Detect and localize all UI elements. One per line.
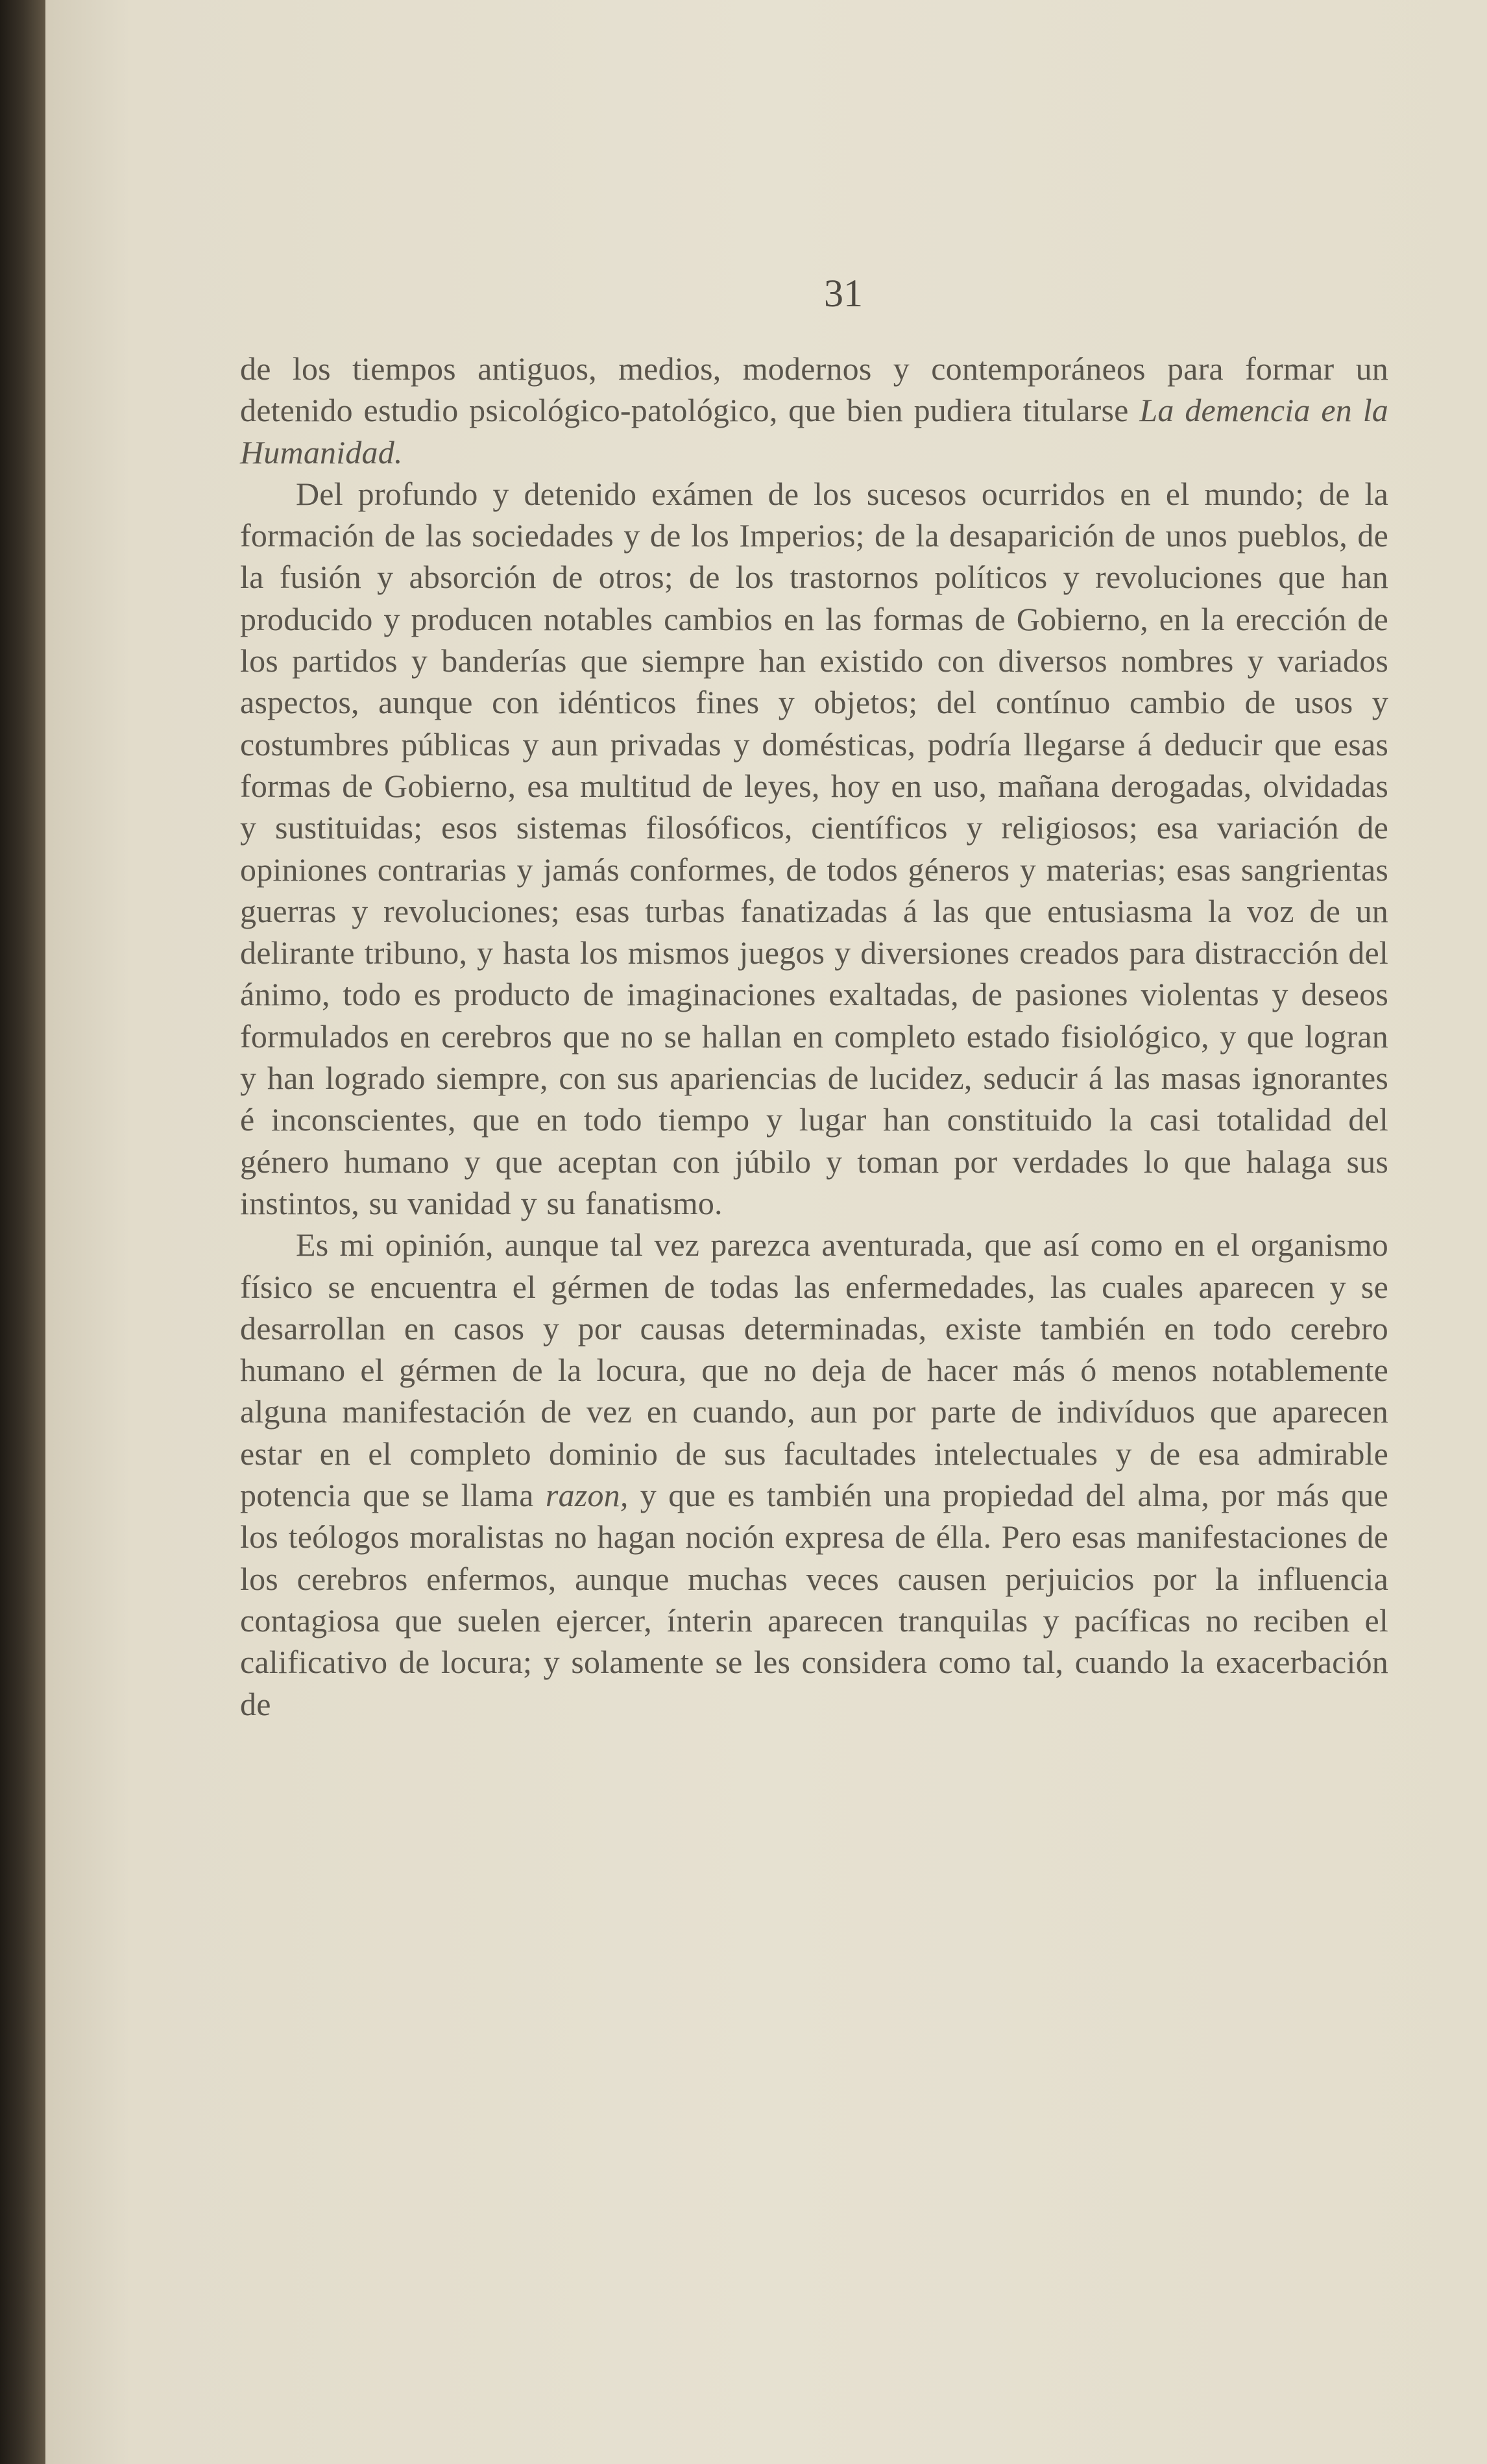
paragraph-3-italic-word: razon,	[545, 1477, 629, 1514]
body-text	[240, 348, 1388, 1725]
paragraph-1	[240, 348, 1388, 473]
book-binding-edge	[0, 0, 51, 2464]
book-page	[45, 0, 1487, 2464]
paragraph-3-text-end: y que es también una propiedad del alma, por más que los teólogos moralistas no hagan noción expresa de élla. Pero esas manifestaciones de los cerebros enfermos, aunque muchas veces causen perjuicios por la influencia contagiosa que suelen ejercer, ínterin aparecen tranquilas y pacíficas no reciben el calificativo de locura; y solamente se les considera como tal, cuando la exacerbación de	[240, 1477, 1388, 1722]
paragraph-1-text: de los tiempos antiguos, medios, modernos y contemporáneos para formar un detenido estudio psicológico-patológico, que bien pudiera titularse	[240, 350, 1388, 429]
paragraph-3-text-start: Es mi opinión, aunque tal vez parezca aventurada, que así como en el organismo físico se encuentra el gérmen de todas las enfermedades, las cuales aparecen y se desarrollan en casos y por causas determinadas, existe también en todo cerebro humano el gérmen de la locura, que no deja de hacer más ó menos notablemente alguna manifestación de vez en cuando, aun por parte de indivíduos que aparecen estar en el completo dominio de sus facultades intelectuales y de esa admirable potencia que se llama	[240, 1226, 1388, 1514]
paragraph-2-text: Del profundo y detenido exámen de los sucesos ocurridos en el mundo; de la formación de las sociedades y de los Imperios; de la desaparición de unos pueblos, de la fusión y absorción de otros; de los trastornos políticos y revoluciones que han producido y producen notables cambios en las formas de Gobierno, en la erección de los partidos y banderías que siempre han existido con diversos nombres y variados aspectos, aunque con idénticos fines y objetos; del contínuo cambio de usos y costumbres públicas y aun privadas y domésticas, podría llegarse á deducir que esas formas de Gobierno, esa multitud de leyes, hoy en uso, mañana derogadas, olvidadas y sustituidas; esos sistemas filosóficos, científicos y religiosos; esa variación de opiniones contrarias y jamás conformes, de todos géneros y materias; esas sangrientas guerras y revoluciones; esas turbas fanatizadas á las que entusiasma la voz de un delirante tribuno, y hasta los mismos juegos y diversiones creados para distracción del ánimo, todo es producto de imaginaciones exaltadas, de pasiones violentas y deseos formulados en cerebros que no se hallan en completo estado fisiológico, y que logran y han logrado siempre, con sus apariencias de lucidez, seducir á las masas ignorantes é inconscientes, que en todo tiempo y lugar han constituido la casi totalidad del género humano y que aceptan con júbilo y toman por verdades lo que halaga sus instintos, su vanidad y su fanatismo.	[240, 475, 1388, 1221]
paragraph-2	[240, 473, 1388, 1224]
paragraph-3	[240, 1224, 1388, 1725]
paragraph-1-italic-title: La demencia en la Humanidad.	[240, 392, 1388, 470]
page-number: 31	[824, 272, 863, 315]
